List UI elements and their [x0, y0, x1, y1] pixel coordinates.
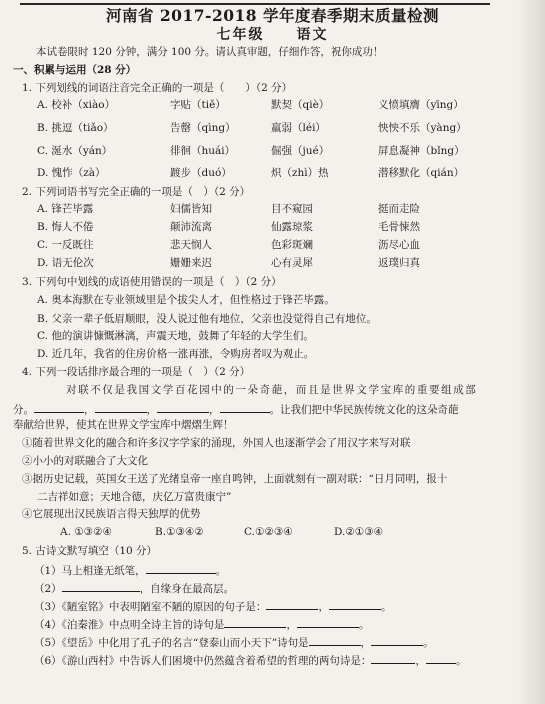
q2-option-c-2: 悲天悯人	[170, 239, 212, 251]
q4-blank-3[interactable]	[157, 402, 209, 413]
q1-option-b-3: 羸弱（léi）	[271, 122, 326, 134]
q4-item-1: ①随着世界文化的融合和许多汉字学家的涌现，外国人也逐渐学会了用汉字来写对联	[22, 437, 411, 449]
q1-stem: 1. 下列划线的词语注音完全正确的一项是（ ）（2 分）	[22, 82, 293, 94]
q5-blank-6b[interactable]	[426, 653, 456, 664]
q2-option-c-3: 色彩斑斓	[271, 239, 313, 251]
q1-option-d-4: 潜移默化（qián）	[378, 167, 465, 179]
q1-option-b-4: 怏怏不乐（yàng）	[378, 122, 467, 134]
q5-item-4-text: （4）《泊秦淮》中点明全诗主旨的诗句是	[34, 619, 225, 631]
q2-option-d-1: D. 语无伦次	[37, 257, 94, 269]
q2-stem: 2. 下列词语书写完全正确的一项是（ ）（2 分）	[22, 186, 251, 198]
q2-option-d-4: 返璞归真	[378, 257, 420, 269]
q5-blank-4a[interactable]	[224, 617, 286, 628]
q5-item-3-text: （3）《陋室铭》中表明陋室不陋的原因的句子是：	[34, 601, 267, 613]
q1-option-c-4: 屏息凝神（bǐng）	[378, 145, 465, 157]
q5-blank-3b[interactable]	[329, 599, 381, 610]
section-1-title: 一、积累与运用（28 分）	[13, 64, 137, 76]
q4-para-start: 分。	[13, 404, 34, 416]
q5-item-5: （5）《望岳》中化用了孔子的名言“登泰山而小天下”诗句是 ， 。	[34, 637, 434, 649]
exam-notice: 本试卷限时 120 分钟，满分 100 分。请认真审题，仔细作答，祝你成功！	[36, 46, 384, 58]
q2-option-c-1: C. 一反既往	[37, 239, 94, 251]
q2-option-b-2: 颠沛流离	[170, 221, 212, 233]
q5-item-3: （3）《陋室铭》中表明陋室不陋的原因的句子是： ， 。	[34, 601, 392, 613]
q5-blank-6a[interactable]	[371, 653, 415, 664]
q5-blank-4b[interactable]	[297, 617, 359, 628]
q4-choice-a: A. ①③②④	[60, 526, 112, 538]
q3-stem: 3. 下列句中划线的成语使用错误的一项是（ ）（2 分）	[22, 276, 282, 288]
q4-item-4: ④它展现出汉民族语言得天独厚的优势	[22, 508, 201, 520]
q1-option-a-2: 字贴（tiě）	[170, 99, 226, 111]
q1-option-d-2: 踱步（duó）	[170, 167, 232, 179]
q4-choice-d: D.②①③④	[334, 526, 384, 538]
q5-stem: 5. 古诗文默写填空（10 分）	[22, 545, 158, 557]
q1-option-b-1: B. 挑逗（tiǎo）	[37, 122, 114, 134]
q2-option-d-3: 心有灵犀	[271, 257, 313, 269]
q1-option-d-1: D. 愧怍（zà）	[37, 167, 106, 179]
q5-item-4: （4）《泊秦淮》中点明全诗主旨的诗句是 ， 。	[34, 619, 370, 631]
q5-item-1-text: （1）马上相逢无纸笔，	[34, 565, 146, 577]
q2-option-c-4: 沥尽心血	[378, 239, 420, 251]
q4-blank-2[interactable]	[95, 402, 147, 413]
q1-option-b-2: 告罄（qìng）	[170, 122, 236, 134]
q4-blank-4[interactable]	[220, 402, 270, 413]
q2-option-b-1: B. 悔人不倦	[37, 221, 94, 233]
q3-option-c: C. 他的演讲慷慨淋漓，声震天地，鼓舞了年轻的大学生们。	[37, 330, 314, 342]
q1-option-d-3: 炽（zhì）热	[271, 167, 329, 179]
q5-blank-5b[interactable]	[371, 635, 423, 646]
q5-item-2-text-end: ，自缘身在最高层。	[139, 583, 235, 595]
q1-option-c-3: 倔强（jué）	[271, 145, 330, 157]
q4-paragraph-line-2: 分。 ， ， ， 。让我们把中华民族传统文化的这朵奇葩	[13, 404, 459, 416]
q2-option-d-2: 姗姗来迟	[170, 257, 212, 269]
exam-subtitle: 七年级 语文	[216, 27, 329, 43]
q4-paragraph-line-3: 奉献给世界，使其在世界文学宝库中熠熠生辉！	[13, 419, 234, 431]
q1-option-c-2: 徘徊（huái）	[170, 145, 236, 157]
q4-choice-b: B.①③④②	[155, 526, 204, 538]
q4-blank-1[interactable]	[34, 402, 84, 413]
q1-option-a-1: A. 校补（xiào）	[37, 99, 116, 111]
q5-item-2-text: （2）	[34, 583, 62, 595]
q4-item-3: ③据历史记载，英国女王送了光绪皇帝一座自鸣钟，上面就刻有一副对联：“日月同明，报十	[22, 473, 448, 485]
q3-option-b: B. 父亲一辈子低眉顺眼，没人说过他有地位，父亲也没觉得自己有地位。	[37, 313, 377, 325]
q1-option-a-4: 义愤填膺（yīng）	[378, 99, 464, 111]
q4-para-end: 。让我们把中华民族传统文化的这朵奇葩	[269, 404, 459, 416]
q3-option-a: A. 奥本海默在专业领域里是个拔尖人才，但性格过于锋芒毕露。	[37, 294, 335, 306]
q3-option-d: D. 近几年，我省的住房价格一涨再涨，令购房者叹为观止。	[37, 348, 315, 360]
q2-option-a-1: A. 锋芒毕露	[37, 203, 94, 215]
q5-blank-2[interactable]	[62, 581, 140, 592]
q5-item-6-text: （6）《游山西村》中告诉人们困境中仍然蕴含着希望的哲理的两句诗是：	[34, 655, 372, 667]
page-edge-shadow	[517, 0, 545, 704]
q4-item-3-continued: 二吉祥如意；天地合德，庆亿万富贵康宁”	[37, 491, 232, 503]
q4-item-2: ②小小的对联融合了大文化	[22, 455, 148, 467]
q5-blank-3a[interactable]	[266, 599, 318, 610]
q1-option-a-3: 默契（qiè）	[271, 99, 330, 111]
q2-option-b-3: 仙露琼浆	[271, 221, 313, 233]
q5-blank-5a[interactable]	[309, 635, 361, 646]
q5-item-5-text: （5）《望岳》中化用了孔子的名言“登泰山而小天下”诗句是	[34, 637, 309, 649]
q1-option-c-1: C. 涎水（yán）	[37, 145, 113, 157]
q4-choice-c: C.①②③④	[244, 526, 293, 538]
q2-option-a-3: 目不窥园	[271, 203, 313, 215]
q5-item-1: （1）马上相逢无纸笔， 。	[34, 565, 227, 577]
q5-item-6: （6）《游山西村》中告诉人们困境中仍然蕴含着希望的哲理的两句诗是： ， 。	[34, 655, 467, 667]
q2-option-b-4: 毛骨悚然	[378, 221, 420, 233]
q5-item-2	[34, 581, 234, 596]
q2-option-a-2: 妇儒皆知	[170, 203, 212, 215]
q4-stem: 4. 下列一段话排序最合理的一项是（ ）（2 分）	[22, 366, 251, 378]
q4-paragraph-line-1: 对联不仅是我国文学百花园中的一朵奇葩，而且是世界文学宝库的重要组成部	[66, 384, 478, 396]
q2-option-a-4: 挺而走险	[378, 203, 420, 215]
q5-blank-1[interactable]	[146, 563, 216, 574]
exam-title: 河南省 2017-2018 学年度春季期末质量检测	[105, 6, 439, 25]
